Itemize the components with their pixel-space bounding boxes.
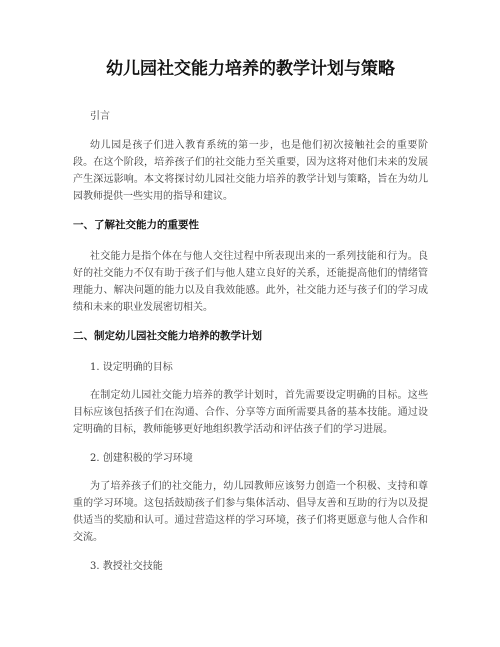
document-title: 幼儿园社交能力培养的教学计划与策略	[106, 59, 395, 79]
subsection-2-paragraph: 为了培养孩子们的社交能力，幼儿园教师应该努力创造一个积极、支持和尊重的学习环境。这包括鼓励孩子们参与集体活动、倡导友善和互助的行为以及提供适当的奖励和认可。通过营造这样的学习环境，孩子们将更愿意与他人合作和交流。	[73, 481, 428, 543]
subsection-3-label: 3. 教授社交技能	[90, 561, 163, 572]
subsection-1-label: 1. 设定明确的目标	[90, 362, 173, 373]
subsection-1-paragraph: 在制定幼儿园社交能力培养的教学计划时，首先需要设定明确的目标。这些目标应该包括孩子们在沟通、合作、分享等方面所需要具备的基本技能。通过设定明确的目标，教师能够更好地组织教学活动和评估孩子们的学习进展。	[73, 390, 428, 435]
intro-label: 引言	[90, 111, 110, 122]
section-2-heading: 二、制定幼儿园社交能力培养的教学计划	[73, 330, 262, 342]
section-1-heading: 一、了解社交能力的重要性	[73, 219, 199, 231]
section-1-paragraph: 社交能力是指个体在与他人交往过程中所表现出来的一系列技能和行为。良好的社交能力不仅有助于孩子们与他人建立良好的关系，还能提高他们的情绪管理能力、解决问题的能力以及自我效能感。此外，社交能力还与孩子们的学习成绩和未来的职业发展密切相关。	[73, 251, 428, 313]
subsection-2-label: 2. 创建积极的学习环境	[90, 453, 193, 464]
intro-paragraph: 幼儿园是孩子们进入教育系统的第一步，也是他们初次接触社会的重要阶段。在这个阶段，培养孩子们的社交能力至关重要，因为这将对他们未来的发展产生深远影响。本文将探讨幼儿园社交能力培养的教学计划与策略，旨在为幼儿园教师提供一些实用的指导和建议。	[73, 140, 428, 202]
